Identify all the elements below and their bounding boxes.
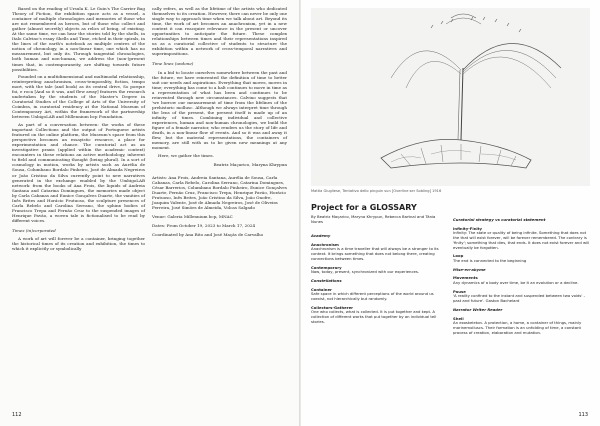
credit-line: Artists: Ana Frois, Andreia Santana, Aurélia de Sousa, Carla Cabanas, Carla Rebelo, Carolina Serrano, Catarina Domingues, César Barrerios, Columbano Bordalo Pinheiro, Eunice Gonçalves Duarte, Fernão Cruz, Francisco Trepa, Henrique Pavão, Horácio Frutuoso, Inês Brites, João Cristino da Silva, João Onofre, Joaquim Valente, José de Almada Negreiros, José de Oliveira Ferreira, José Simões de Almeida, Volcas Salgado <box>152 174 287 211</box>
glossary-column-1 <box>311 230 445 327</box>
credit-line: Venue: Galeria Millennium bcp, MNAC <box>152 214 233 220</box>
credit-line: Dates: From October 19, 2023 to March 17, 2024 <box>152 223 256 229</box>
glossary-definition: Any dynamics of a body over time, be it an evolution or a decline. <box>453 280 579 286</box>
left-column-1 <box>12 6 145 254</box>
glossary-section-heading: Academy <box>311 233 331 238</box>
body-paragraph: A work of art will forever be a container, bringing together the historical times of its creation and exhibition, the times to which it explicitly or symbolically <box>12 236 145 252</box>
glossary-definition: Now, today, present, synchronized with our experiences. <box>311 269 420 275</box>
glossary-definition: Infinity: The state or quality of being infinite. Something that does not the that will exist forever, will be forever remembered. The contrary is 'finity'; something that dies, that ends. It does not exist forever and will eventually be forgotten. <box>453 230 590 250</box>
glossary-section-heading: Constellations <box>311 277 342 283</box>
glossary-term: Contemporary <box>311 264 342 270</box>
body-paragraph: As part of a conversation between: the works of these important Collections and the output of Portuguese artists featured on the online platform, the Museum's space from this perspective becomes an essayistic resource, a place for experimentation and chance. The curatorial act as an investigative praxis (applied within the academic context) encounters in these relations an active methodology, inherent to field and communicating thought (being plural). In a sort of cosmology in motion, works by artists such as Aurélia de Sousa, Columbano Bordalo Pinheiro, José de Almada Negreiros or João Cristino da Silva currently point to new narratives generated in the exchange enabled by the UmbigoLAB network: from the books of Ana Frois, the liquids of Andreia Santana and Catarina Domingues, the memories made object by Carla Cabanas and Eunice Gonçalves Duarte, the vanities of Inês Brites and Horácio Frutuoso, the sculpture presences of Carla Rebelo and Carolina Serrano, the sphinx bodies of Francisco Trepa and Fernão Cruz to the suspended images of Henrique Pavão, a woven tale is fictionalised to be read by different voices. <box>12 122 145 223</box>
glossary-term: Pause <box>453 288 466 294</box>
glossary-authors: By Beatriz Maçarico, Maryna Khrypun, Rebecca Bartnal and Tânia Nunes <box>311 214 436 224</box>
body-paragraph: Here, we gather the times. <box>158 152 214 158</box>
fountain-sketch-drawing <box>311 8 590 186</box>
glossary-section-heading: Narrator Writer Reader <box>453 306 503 312</box>
glossary-definition: The end is connected to the beginning <box>453 257 527 263</box>
sketch-image <box>311 8 590 186</box>
left-column-2 <box>152 6 287 241</box>
glossary-term: Movements <box>453 275 478 281</box>
section-subheading: Time lines (undone) <box>152 61 194 67</box>
body-paragraph: cally refers, as well as the lifetime of the artists who dedicated themselves to its creation. However, there can never be only one single way to approach time when we talk about art. Beyond its time, the work of art becomes an anachronism, yet in a new context it can reacquire relevance in the present or uncover opportunities to anticipate the future. These complex relationships between times and their representations inspired us as a curatorial collective of students to structure the exhibition within a network of cross-temporal narratives and superimpositions. <box>152 6 287 57</box>
glossary-term: Container <box>311 286 332 292</box>
body-paragraph: Based on the reading of Ursula K. Le Guin's The Carrier Bag Theory of Fiction, the exhibition space acts as a vessel, a container of multiple chronologies and memories of those who are not remembered as heroes, but of those who collect and gather (almost secretly) objects as relics of being, of existing. At the same time, we can hear the stories told by the shells, in Italo Calvino's essay Shells and Time, etched in their spirals, in the lines of the earth's notebook as multiple centres of the notion of chronology, in a non-linear time, one which has no measurement, but only its. Through tangential chronologies, both human and non-human, we address the (non-)present times that, in contemporaneity, are shifting towards future possibilities. <box>12 6 145 72</box>
glossary-definition: Safe space in which different perceptions of the world around us coexist, not hierarchically but randomly. <box>311 291 434 302</box>
glossary-term: Shell <box>453 315 464 321</box>
page-number: 113 <box>578 412 588 418</box>
glossary-definition: 'A reality confined to the instant and suspended between two voids' - past and future'. Gaston Bachelard <box>453 293 586 304</box>
body-paragraph: Founded on a multidimensional and multimodal relationship, reinterpreting anachronism, cross-temporality, fiction, tempo mort, with the tale (and book) as its central drive, So porque foi, e roca [And so it was, and flew away] features the research undertaken by the students of the Master's Degree in Curatorial Studies of the College of Arts of the University of Coimbra, in curatorial residency at the National Museum of Contemporary Art, within the framework of the partnership between UnbigoLAB and Millennium bcp Foundation. <box>12 74 145 120</box>
section-subheading: Times (in)corporated <box>12 227 56 233</box>
glossary-term: Anachronism <box>311 241 339 247</box>
glossary-term: Infinity-Finity <box>453 225 482 231</box>
credit-line: Coordinated by Ana Rito and José Maçãs de Carvalho <box>152 232 264 238</box>
exhibition-credits <box>152 175 287 237</box>
glossary-column-2 <box>453 214 590 337</box>
glossary-section-heading: Mise-en-abyme <box>453 266 486 272</box>
signature: Beatriz Maçarico, Maryna Khrypun <box>213 161 287 167</box>
left-page <box>0 0 299 426</box>
glossary-section-heading: Curatorial strategy vs curatorial statement <box>453 217 546 222</box>
glossary-definition: An exoskeleton. A protection, a home, a container of things, mainly marinemolluscs. Their formation is an unfolding of time, a constant process of creation, elaboration and mutation. <box>453 320 582 335</box>
right-page <box>301 0 600 426</box>
glossary-term: Collectors-Gatherer <box>311 304 354 310</box>
glossary-term: Loop <box>453 253 464 259</box>
page-number: 112 <box>12 412 22 418</box>
body-paragraph: In a bid to locate ourselves somewhere between the past and the future, we have reinvented the definition of time to better suit our needs and aspirations. Everything that moves, moves in time; everything has come to a halt continues to move in time as a representation of what has been and continues to be reinvented through new circumstances. Calvino suggests that 'we borrow our measurement of time from the lifelines of the prehistoric mollusc. Although we always interpret time through the lens of the present, the present itself is made up of an infinity of times. Combining individual and collective experiences, human and non-human chronologies, we build the figure of a female narrator, who renders us the story of life and death, in a non-linear flow of events. And so it was and away it flew, but the material representations, the containers of memory, are still with us to be given new meanings at any moment. <box>152 69 287 151</box>
image-caption: Mattia Giugliese, Tentativo dello pinguin sun [Overline ser Sobling] 1916 <box>311 189 442 193</box>
glossary-title: Project for a GLOSSARY <box>311 203 417 212</box>
glossary-definition: One who collects, what is collected. It is put together and kept. A collection of different works that put together by an individual tell stories. <box>311 309 437 324</box>
glossary-definition: Anachronism is a time traveller that will always be a stranger to its context. It brings something that does not belong there, creating connections between times. <box>311 246 439 261</box>
